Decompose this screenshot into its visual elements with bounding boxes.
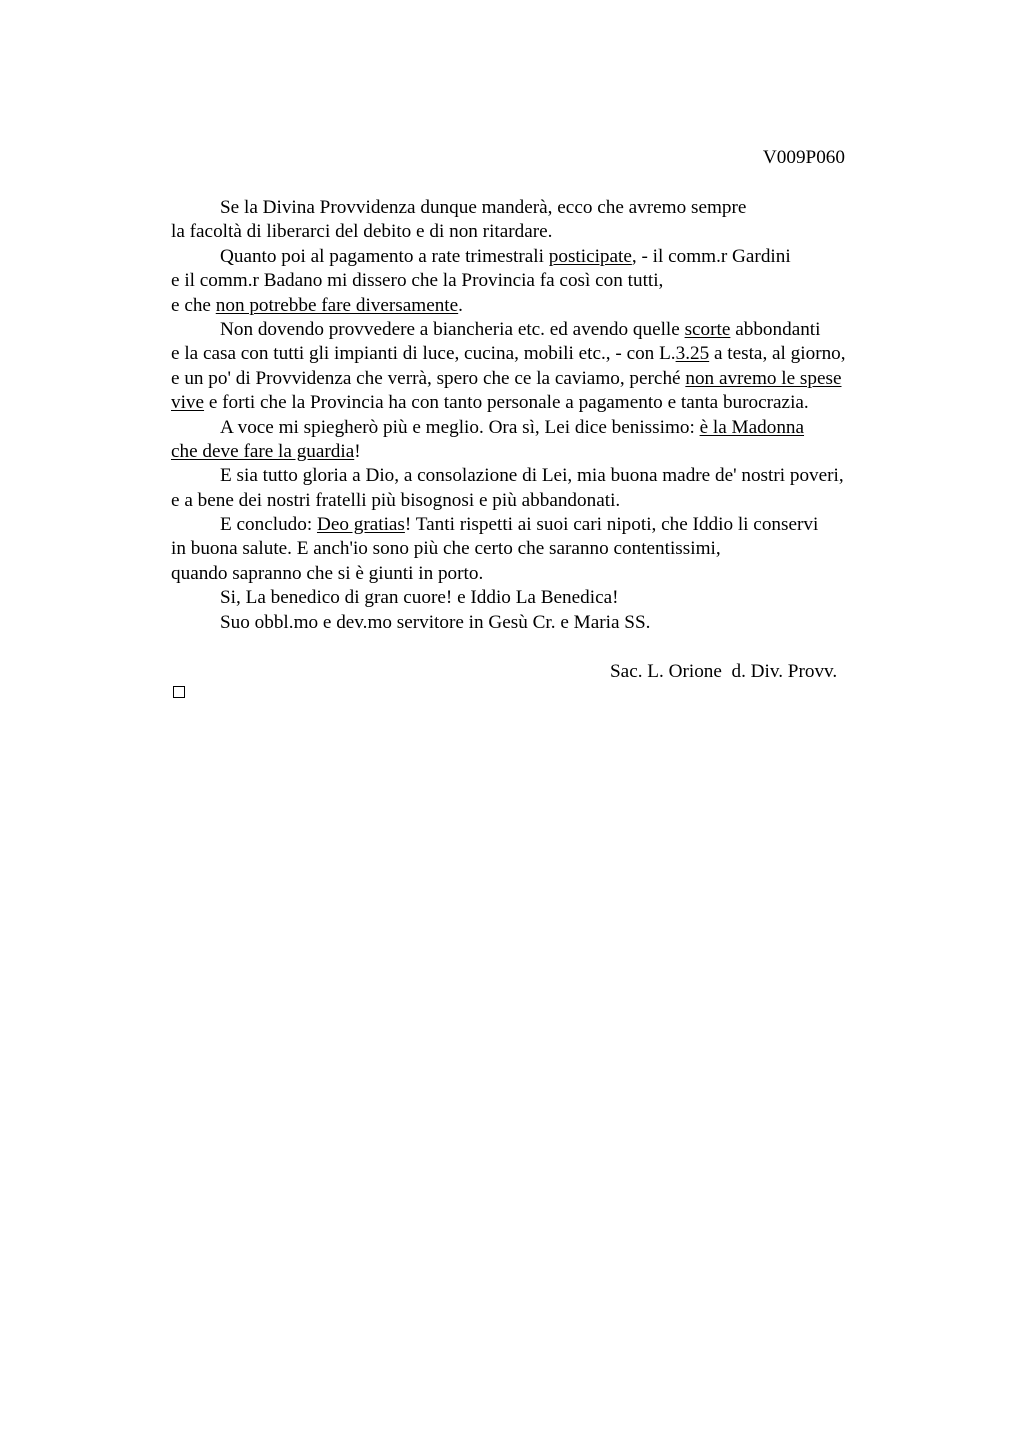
- underlined-text: scorte: [684, 318, 731, 340]
- text-run: ! Tanti rispetti ai suoi cari nipoti, che Iddio li conservi: [404, 514, 819, 536]
- text-run: e il comm.r Badano mi dissero che la Provincia fa così con tutti,: [171, 270, 664, 292]
- text-run: e un po' di Provvidenza che verrà, spero che ce la caviamo, perché: [171, 367, 686, 389]
- text-line: [171, 367, 931, 391]
- text-line: [171, 489, 931, 513]
- text-run: !: [354, 440, 361, 462]
- text-run: E concludo:: [220, 514, 317, 536]
- text-run: A voce mi spiegherò più e meglio. Ora sì, Lei dice benissimo:: [220, 416, 700, 438]
- underlined-text: posticipate: [548, 245, 632, 267]
- text-line: [171, 537, 931, 561]
- signature: Sac. L. Orione d. Div. Provv.: [610, 661, 838, 682]
- underlined-text: 3.25: [675, 343, 710, 365]
- text-line: [171, 294, 931, 318]
- underlined-text: Deo gratias: [316, 514, 405, 536]
- text-line: [171, 196, 931, 220]
- text-run: Quanto poi al pagamento a rate trimestrali: [220, 245, 549, 267]
- underlined-text: è la Madonna: [699, 416, 805, 438]
- text-run: Si, La benedico di gran cuore! e Iddio La Benedica!: [220, 587, 619, 609]
- text-line: [171, 391, 931, 415]
- text-run: Suo obbl.mo e dev.mo servitore in Gesù Cr. e Maria SS.: [220, 611, 651, 633]
- page-code: V009P060: [762, 147, 845, 168]
- text-line: [171, 464, 931, 488]
- underlined-text: non potrebbe fare diversamente: [215, 294, 459, 316]
- text-run: e forti che la Provincia ha con tanto personale a pagamento e tanta burocrazia.: [204, 392, 809, 414]
- text-run: a testa, al giorno,: [709, 343, 846, 365]
- letter-body: [171, 196, 931, 635]
- text-line: [171, 611, 931, 635]
- text-line: [171, 562, 931, 586]
- text-run: Non dovendo provvedere a biancheria etc. ed avendo quelle: [220, 318, 685, 340]
- text-run: la facoltà di liberarci del debito e di non ritardare.: [171, 221, 553, 243]
- text-run: quando sapranno che si è giunti in porto.: [171, 562, 484, 584]
- text-line: [171, 269, 931, 293]
- underlined-text: vive: [171, 392, 205, 414]
- end-of-document-box-icon: [173, 686, 185, 698]
- text-line: [171, 513, 931, 537]
- text-line: [171, 416, 931, 440]
- text-run: e a bene dei nostri fratelli più bisognosi e più abbandonati.: [171, 489, 621, 511]
- underlined-text: che deve fare la guardia: [171, 440, 355, 462]
- underlined-text: non avremo le spese: [685, 367, 842, 389]
- text-run: E sia tutto gloria a Dio, a consolazione di Lei, mia buona madre de' nostri poveri,: [220, 465, 844, 487]
- text-line: [171, 440, 931, 464]
- text-run: abbondanti: [730, 318, 821, 340]
- text-run: e che: [171, 294, 216, 316]
- text-line: [171, 318, 931, 342]
- text-line: [171, 220, 931, 244]
- text-line: [171, 245, 931, 269]
- text-run: Se la Divina Provvidenza dunque manderà, ecco che avremo sempre: [220, 197, 747, 218]
- text-run: in buona salute. E anch'io sono più che certo che saranno contentissimi,: [171, 538, 721, 560]
- text-line: [171, 342, 931, 366]
- text-line: [171, 586, 931, 610]
- text-run: , - il comm.r Gardini: [631, 245, 791, 267]
- text-run: e la casa con tutti gli impianti di luce, cucina, mobili etc., - con L.: [171, 343, 676, 365]
- text-run: .: [458, 294, 463, 316]
